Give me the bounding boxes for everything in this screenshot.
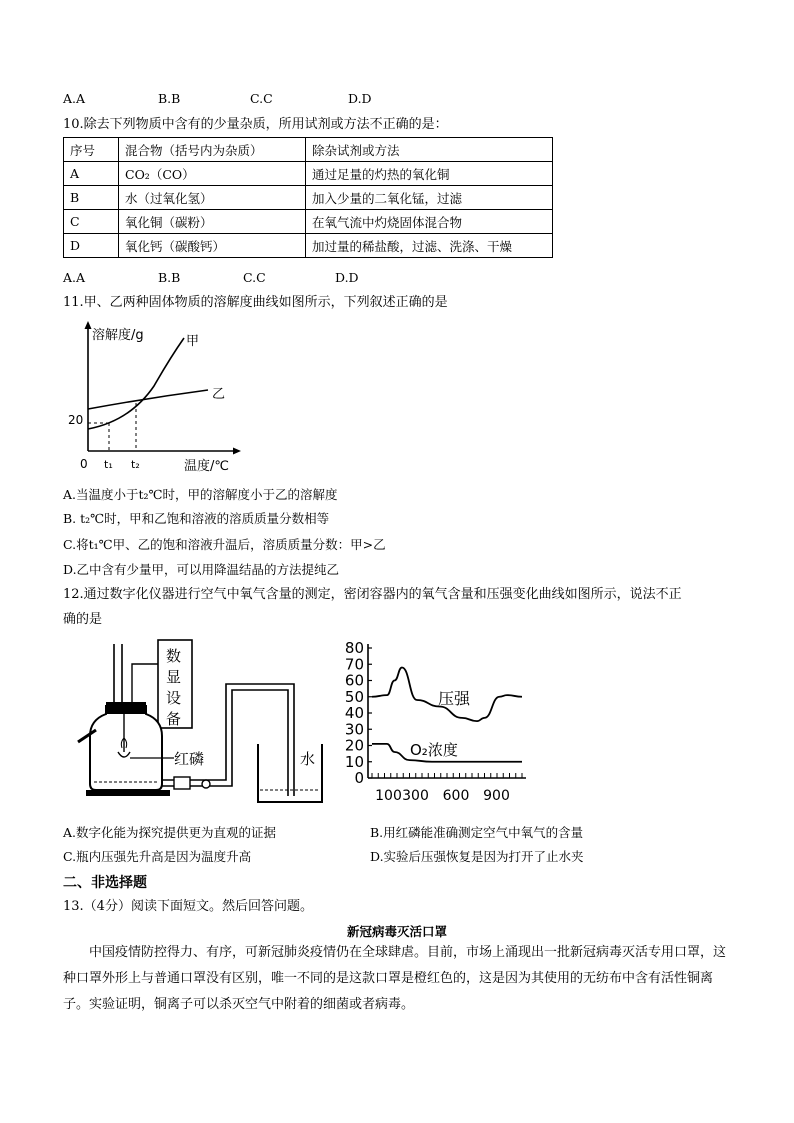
- x-tick-label: 900: [483, 788, 510, 804]
- x-tick-label: 600: [442, 788, 470, 804]
- x-tick-label: t₁: [104, 458, 113, 471]
- table-cell: 水（过氧化氢）: [119, 186, 306, 210]
- q11-option-d: D.乙中含有少量甲，可以用降温结晶的方法提纯乙: [63, 562, 340, 577]
- table-header-cell: 混合物（括号内为杂质）: [119, 138, 306, 162]
- device-char: 设: [166, 689, 182, 707]
- curve-yi-label: 乙: [212, 387, 226, 402]
- table-row: [64, 234, 553, 258]
- passage-title: 新冠病毒灭活口罩: [346, 924, 447, 939]
- q12-option-c: C.瓶内压强先升高是因为温度升高: [63, 849, 252, 864]
- pressure-oxygen-chart: [334, 636, 534, 810]
- y-tick-label: 50: [344, 687, 364, 706]
- sensor-wire: [132, 664, 158, 704]
- table-cell: 通过足量的灼热的氧化铜: [306, 162, 553, 186]
- table-cell: C: [64, 210, 119, 234]
- q10-stem: 10.除去下列物质中含有的少量杂质，所用试剂或方法不正确的是：: [63, 117, 448, 132]
- table-cell: 氧化钙（碳酸钙）: [119, 234, 306, 258]
- section-heading: 二、非选择题: [63, 875, 147, 891]
- x-axis-arrow: [233, 448, 241, 455]
- q10-option-d: D.D: [335, 270, 359, 285]
- y-tick-label: 80: [344, 639, 364, 657]
- y-tick-label: 20: [344, 736, 364, 755]
- table-cell: A: [64, 162, 119, 186]
- table-row: [64, 210, 553, 234]
- q12-stem-line1: 12.通过数字化仪器进行空气中氧气含量的测定，密闭容器内的氧气含量和压强变化曲线如图所示，说法不正: [63, 587, 682, 602]
- table-cell: 在氧气流中灼烧固体混合物: [306, 210, 553, 234]
- q10-option-c: C.C: [243, 270, 266, 285]
- x-tick-label: 100: [375, 788, 402, 804]
- table-row: [64, 162, 553, 186]
- table-cell: CO₂（CO）: [119, 162, 306, 186]
- water-label: 水: [300, 750, 316, 768]
- clamp-icon: [202, 780, 210, 788]
- passage-paragraph: 中国疫情防控得力、有序，可新冠肺炎疫情仍在全球肆虐。目前，市场上涌现出一批新冠病毒灭活专用口罩，这种口罩外形上与普通口罩没有区别，唯一不同的是这款口罩是橙红色的，这是因为其使用的无纺布中含有活性铜离子。实验证明，铜离子可以杀灭空气中附着的细菌或者病毒。: [63, 945, 727, 1012]
- q11-stem: 11.甲、乙两种固体物质的溶解度曲线如图所示，下列叙述正确的是: [63, 295, 448, 310]
- table-cell: B: [64, 186, 119, 210]
- y-axis-label: 溶解度/g: [92, 328, 144, 343]
- x-tick-label: t₂: [131, 458, 140, 471]
- table-header-cell: 序号: [64, 138, 119, 162]
- oxygen-series-label: O₂浓度: [410, 741, 458, 759]
- base-plate: [86, 790, 170, 796]
- y-tick-label: 0: [354, 769, 364, 787]
- x-tick-label: 300: [402, 788, 429, 804]
- q9-option-c: C.C: [250, 91, 273, 106]
- y-tick-label: 10: [344, 752, 364, 771]
- curve-jia-label: 甲: [186, 334, 200, 349]
- q10-table: [63, 137, 553, 258]
- q11-option-b: B. t₂℃时，甲和乙饱和溶液的溶质质量分数相等: [63, 511, 330, 526]
- table-row: [64, 186, 553, 210]
- q11-option-c: C.将t₁℃甲、乙的饱和溶液升温后，溶质质量分数：甲>乙: [63, 537, 386, 552]
- q9-option-b: B.B: [158, 91, 181, 106]
- q12-option-a: A.数字化能为探究提供更为直观的证据: [63, 825, 277, 840]
- table-header-row: [64, 138, 553, 162]
- y-tick-label: 40: [344, 704, 364, 722]
- bottle-stopper: [106, 702, 146, 714]
- table-cell: 加过量的稀盐酸，过滤、洗涤、干燥: [306, 234, 553, 258]
- pressure-series-label: 压强: [438, 689, 471, 708]
- q9-option-d: D.D: [348, 91, 372, 106]
- q10-option-b: B.B: [158, 270, 181, 285]
- q12-option-b: B.用红磷能准确测定空气中氧气的含量: [370, 825, 584, 840]
- y-tick-label: 70: [344, 655, 364, 674]
- device-char: 显: [166, 668, 182, 686]
- q10-option-a: A.A: [63, 270, 86, 285]
- table-cell: 加入少量的二氧化锰，过滤: [306, 186, 553, 210]
- y-tick-label: 30: [344, 720, 364, 739]
- solubility-curve-graph: [68, 318, 258, 478]
- y-tick-label: 20: [68, 413, 84, 427]
- apparatus-diagram: [66, 634, 328, 812]
- x-axis-label: 温度/℃: [184, 459, 229, 474]
- table-cell: D: [64, 234, 119, 258]
- q12-option-d: D.实验后压强恢复是因为打开了止水夹: [370, 849, 584, 864]
- q9-option-a: A.A: [63, 91, 86, 106]
- y-tick-label: 60: [344, 671, 364, 690]
- device-char: 数: [166, 647, 182, 665]
- phosphorus-label: 红磷: [174, 750, 205, 768]
- origin-label: 0: [80, 457, 88, 471]
- device-char: 备: [166, 710, 182, 728]
- table-cell: 氧化铜（碳粉）: [119, 210, 306, 234]
- q11-option-a: A.当温度小于t₂℃时，甲的溶解度小于乙的溶解度: [63, 487, 338, 502]
- q13-stem: 13.（4分）阅读下面短文。然后回答问题。: [63, 899, 313, 914]
- q12-stem-line2: 确的是: [63, 612, 103, 627]
- y-axis-arrow: [85, 321, 92, 329]
- rubber-tube: [174, 777, 190, 789]
- table-header-cell: 除杂试剂或方法: [306, 138, 553, 162]
